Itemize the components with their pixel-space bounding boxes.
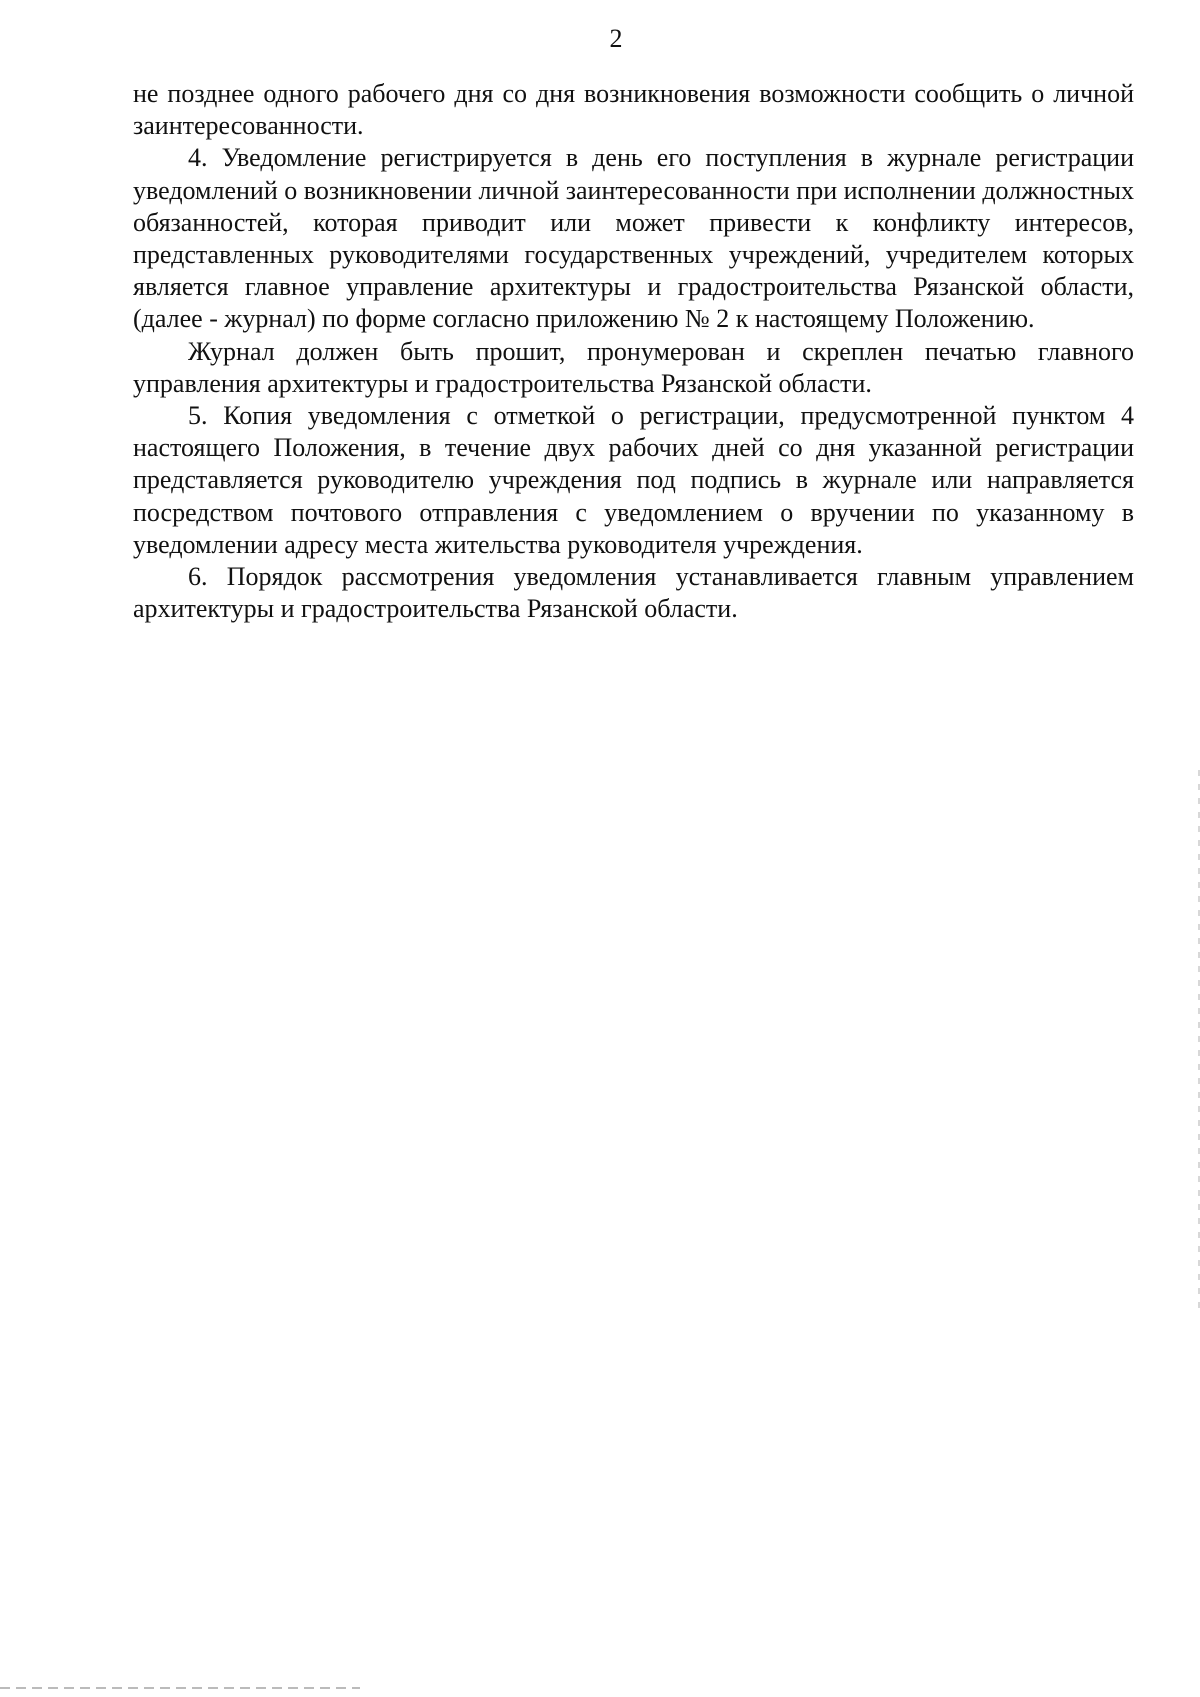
paragraph-continuation: не позднее одного рабочего дня со дня возникновения возможности сообщить о личной заинтересованности. — [133, 79, 1134, 141]
paragraph-item-6: 6. Порядок рассмотрения уведомления устанавливается главным управлением архитектуры и градостроительства Рязанской области. — [133, 562, 1134, 624]
scan-edge-mark-bottom — [0, 1687, 360, 1689]
paragraph-item-5: 5. Копия уведомления с отметкой о регистрации, предусмотренной пунктом 4 настоящего Положения, в течение двух рабочих дней со дня указанной регистрации представляется руководителю учреждения под подпись в журнале или направляется посредством почтового отправления с уведомлением о вручении по указанному в уведомлении адресу места жительства руководителя учреждения. — [133, 401, 1134, 559]
paragraph-item-4: 4. Уведомление регистрируется в день его поступления в журнале регистрации уведомлений о возникновении личной заинтересованности при исполнении должностных обязанностей, которая приводит или может привести к конфликту интересов, представленных руководителями государственных учреждений, учредителем которых является главное управление архитектуры и градостроительства Рязанской области, (далее - журнал) по форме согласно приложению № 2 к настоящему Положению. — [133, 143, 1134, 334]
paragraph-journal: Журнал должен быть прошит, пронумерован и скреплен печатью главного управления архитектуры и градостроительства Рязанской области. — [133, 336, 1134, 398]
document-body — [133, 78, 1134, 625]
page-number: 2 — [609, 24, 623, 53]
